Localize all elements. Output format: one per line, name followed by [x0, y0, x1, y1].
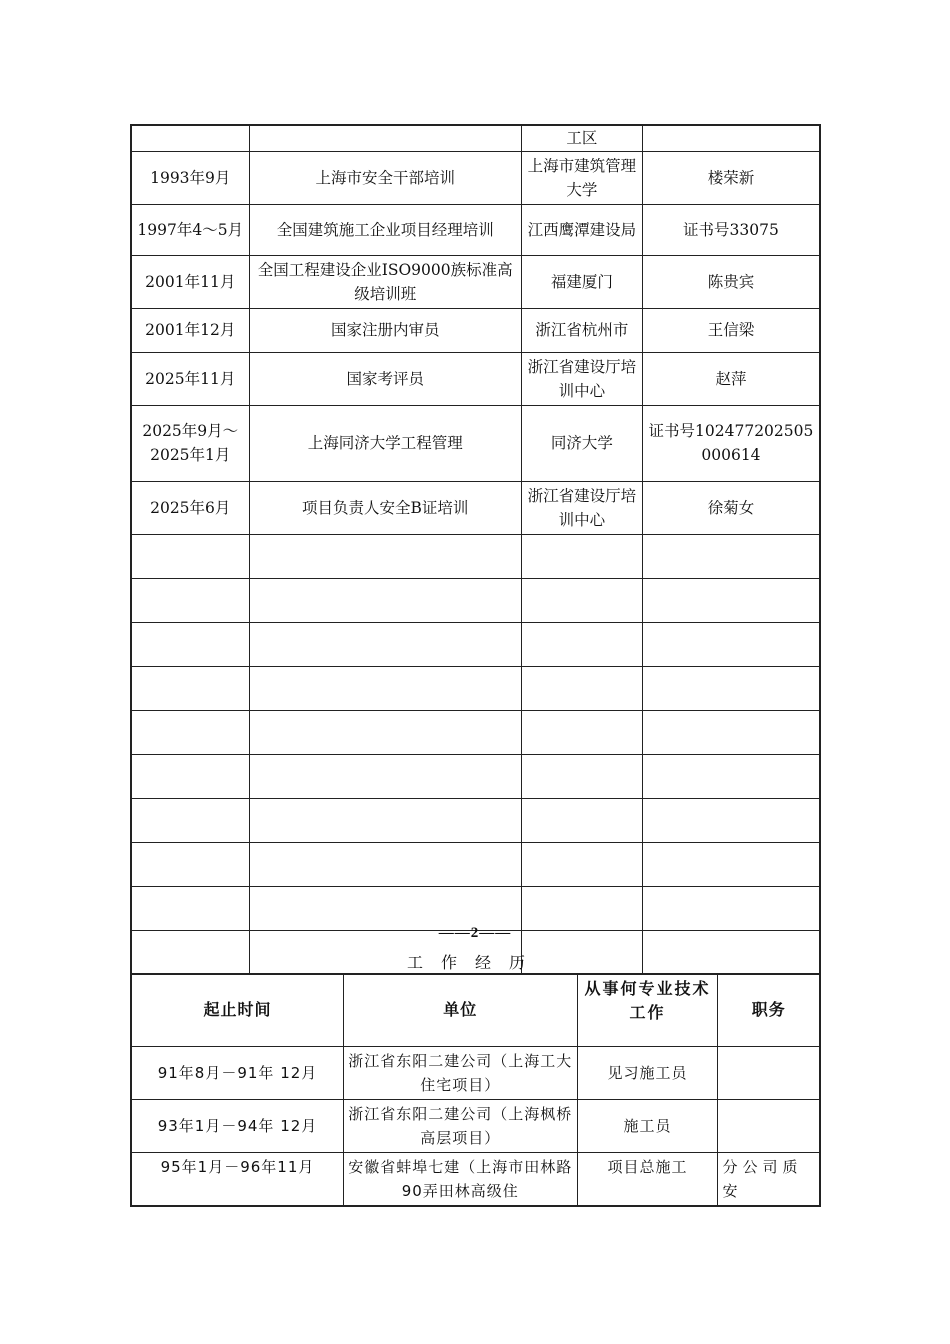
empty-cell — [249, 534, 521, 578]
empty-cell — [131, 622, 249, 666]
empty-cell — [249, 754, 521, 798]
empty-cell — [131, 798, 249, 842]
empty-cell — [131, 534, 249, 578]
empty-cell — [249, 622, 521, 666]
work-history-table — [130, 973, 821, 1207]
table-row — [131, 255, 820, 308]
header-work: 从事何专业技术工作 — [577, 974, 718, 1046]
table-row — [131, 481, 820, 534]
date-cell: 2001年12月 — [131, 308, 249, 352]
empty-cell — [249, 842, 521, 886]
empty-cell — [521, 886, 642, 930]
table-row — [131, 1046, 820, 1099]
empty-row — [131, 754, 820, 798]
empty-cell — [642, 754, 820, 798]
empty-cell — [642, 886, 820, 930]
note-cell — [642, 125, 820, 151]
header-unit: 单位 — [343, 974, 577, 1046]
empty-cell — [249, 798, 521, 842]
empty-cell — [521, 622, 642, 666]
date-cell: 2025年9月～2025年1月 — [131, 405, 249, 481]
empty-cell — [642, 710, 820, 754]
location-cell: 浙江省建设厅培训中心 — [521, 481, 642, 534]
empty-cell — [249, 666, 521, 710]
period-cell: 91年8月－91年 12月 — [131, 1046, 343, 1099]
empty-cell — [521, 666, 642, 710]
course-cell: 全国工程建设企业ISO9000族标准高级培训班 — [249, 255, 521, 308]
course-cell: 上海同济大学工程管理 — [249, 405, 521, 481]
empty-cell — [642, 578, 820, 622]
table-row — [131, 1099, 820, 1152]
empty-cell — [521, 842, 642, 886]
empty-cell — [642, 666, 820, 710]
empty-row — [131, 622, 820, 666]
table-row — [131, 125, 820, 151]
date-cell: 1997年4～5月 — [131, 204, 249, 255]
table-row — [131, 1152, 820, 1206]
empty-cell — [131, 754, 249, 798]
header-row — [131, 974, 820, 1046]
empty-row — [131, 798, 820, 842]
location-cell: 福建厦门 — [521, 255, 642, 308]
note-cell: 徐菊女 — [642, 481, 820, 534]
location-cell: 浙江省建设厅培训中心 — [521, 352, 642, 405]
table-row — [131, 405, 820, 481]
location-cell: 浙江省杭州市 — [521, 308, 642, 352]
work-cell: 见习施工员 — [577, 1046, 718, 1099]
location-cell: 上海市建筑管理大学 — [521, 151, 642, 204]
empty-cell — [642, 842, 820, 886]
empty-cell — [131, 710, 249, 754]
location-cell: 同济大学 — [521, 405, 642, 481]
note-cell: 王信梁 — [642, 308, 820, 352]
empty-cell — [642, 798, 820, 842]
date-cell: 2001年11月 — [131, 255, 249, 308]
note-cell: 证书号33075 — [642, 204, 820, 255]
table-row — [131, 308, 820, 352]
location-cell: 江西鹰潭建设局 — [521, 204, 642, 255]
position-cell: 分公司质安 — [718, 1152, 820, 1206]
work-cell: 施工员 — [577, 1099, 718, 1152]
empty-cell — [521, 534, 642, 578]
header-position: 职务 — [718, 974, 820, 1046]
header-period: 起止时间 — [131, 974, 343, 1046]
empty-row — [131, 842, 820, 886]
empty-cell — [249, 886, 521, 930]
date-cell: 2025年11月 — [131, 352, 249, 405]
training-records-table — [130, 124, 821, 975]
empty-cell — [642, 534, 820, 578]
course-cell: 国家注册内审员 — [249, 308, 521, 352]
empty-row — [131, 886, 820, 930]
period-cell: 95年1月－96年11月 — [131, 1152, 343, 1206]
unit-cell: 浙江省东阳二建公司（上海枫桥高层项目） — [343, 1099, 577, 1152]
course-cell: 项目负责人安全B证培训 — [249, 481, 521, 534]
empty-row — [131, 710, 820, 754]
section-title: 工作经历 — [406, 953, 543, 972]
date-cell: 2025年6月 — [131, 481, 249, 534]
location-cell: 工区 — [521, 125, 642, 151]
table-row — [131, 151, 820, 204]
empty-cell — [521, 710, 642, 754]
table-row — [131, 204, 820, 255]
empty-cell — [131, 886, 249, 930]
table-row — [131, 352, 820, 405]
empty-cell — [521, 578, 642, 622]
course-cell: 国家考评员 — [249, 352, 521, 405]
empty-row — [131, 578, 820, 622]
position-cell — [718, 1099, 820, 1152]
date-cell: 1993年9月 — [131, 151, 249, 204]
course-cell — [249, 125, 521, 151]
empty-row — [131, 666, 820, 710]
course-cell: 上海市安全干部培训 — [249, 151, 521, 204]
note-cell: 赵萍 — [642, 352, 820, 405]
unit-cell: 安徽省蚌埠七建（上海市田林路90弄田林高级住 — [343, 1152, 577, 1206]
work-cell: 项目总施工 — [577, 1152, 718, 1206]
note-cell: 楼荣新 — [642, 151, 820, 204]
empty-cell — [521, 798, 642, 842]
note-cell: 陈贵宾 — [642, 255, 820, 308]
empty-cell — [249, 578, 521, 622]
empty-cell — [521, 754, 642, 798]
page-number: ——2—— — [438, 925, 512, 941]
note-cell: 证书号102477202505000614 — [642, 405, 820, 481]
course-cell: 全国建筑施工企业项目经理培训 — [249, 204, 521, 255]
empty-cell — [249, 710, 521, 754]
empty-cell — [131, 666, 249, 710]
period-cell: 93年1月－94年 12月 — [131, 1099, 343, 1152]
position-cell — [718, 1046, 820, 1099]
empty-row — [131, 534, 820, 578]
empty-cell — [131, 842, 249, 886]
unit-cell: 浙江省东阳二建公司（上海工大住宅项目） — [343, 1046, 577, 1099]
empty-cell — [642, 622, 820, 666]
empty-cell — [131, 578, 249, 622]
date-cell — [131, 125, 249, 151]
